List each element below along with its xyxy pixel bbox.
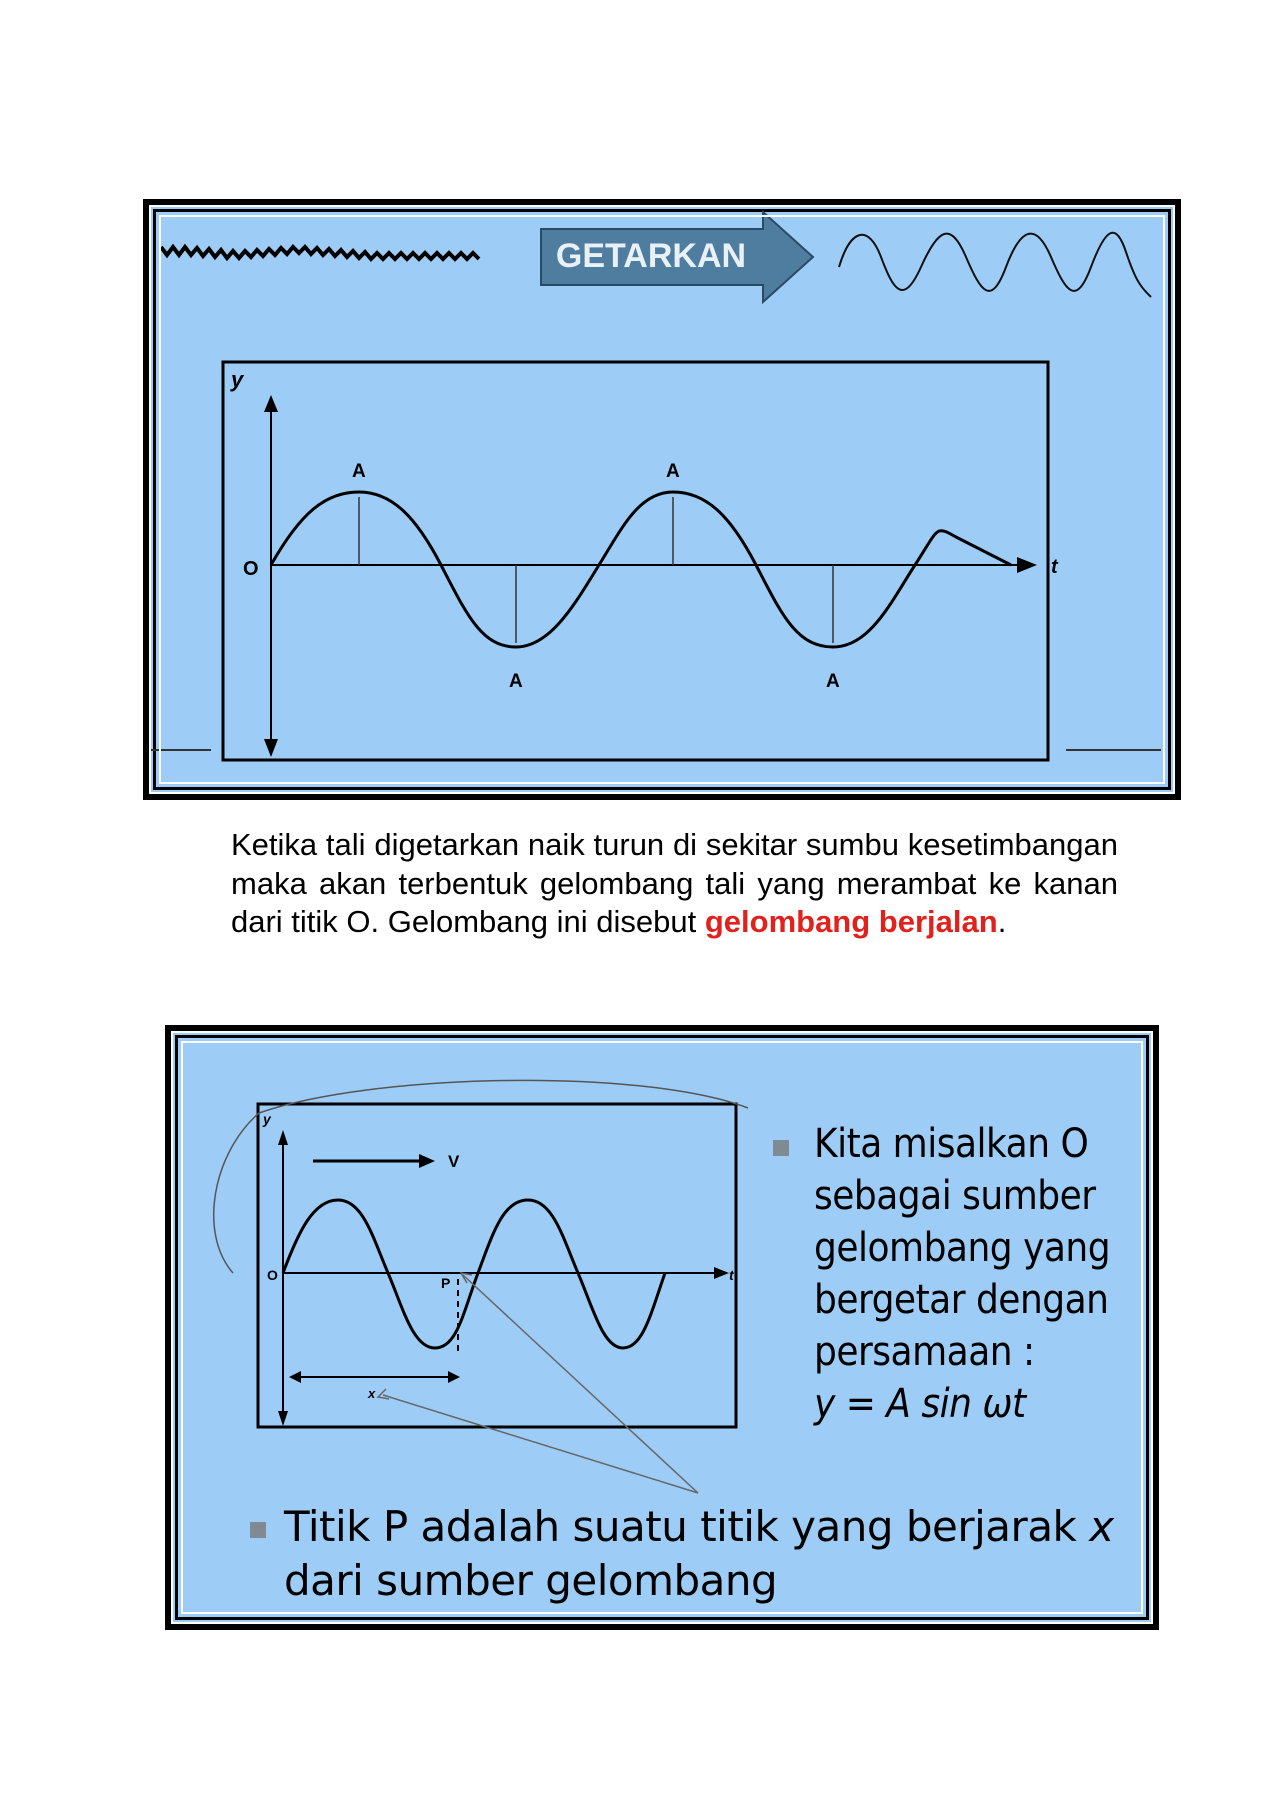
bullet2-text-after: dari sumber gelombang bbox=[284, 1556, 778, 1605]
distance-label: x bbox=[368, 1386, 376, 1401]
distance-arrow bbox=[289, 1371, 460, 1383]
graph-box bbox=[223, 362, 1048, 760]
bullet-line-5: persamaan : bbox=[814, 1329, 1035, 1375]
bullet-text-2 bbox=[284, 1500, 1144, 1608]
velocity-arrow bbox=[313, 1154, 435, 1168]
amplitude-label-3: A bbox=[509, 671, 523, 692]
bullet-square-icon-2 bbox=[250, 1522, 266, 1538]
bullet-line-2: sebagai sumber bbox=[814, 1173, 1096, 1219]
amplitude-label-4: A bbox=[826, 671, 840, 692]
y-axis-label-2: y bbox=[263, 1111, 271, 1127]
amplitude-label-2: A bbox=[666, 461, 680, 482]
paragraph-text: Ketika tali digetarkan naik turun di sekitar sumbu kesetimbangan maka akan terbentuk gelombang tali yang merambat ke kanan dari titik O. Gelombang ini disebut bbox=[231, 827, 1118, 939]
getarkan-label: GETARKAN bbox=[555, 237, 747, 275]
traveling-wave-term: gelombang berjalan bbox=[704, 904, 998, 939]
getarkan-arrow-button bbox=[541, 212, 813, 302]
wave-figure-bottom bbox=[165, 1025, 1159, 1630]
rope-zigzag-icon bbox=[161, 247, 479, 259]
sine-wave bbox=[271, 492, 1011, 647]
bullet2-variable: x bbox=[1089, 1502, 1114, 1551]
amplitude-label-1: A bbox=[352, 461, 366, 482]
t-axis-label: t bbox=[1051, 556, 1058, 578]
bullet2-text-before: Titik P adalah suatu titik yang berjarak bbox=[284, 1502, 1090, 1551]
y-axis-2 bbox=[278, 1130, 288, 1426]
paragraph-tail: . bbox=[997, 904, 1007, 939]
point-p-label: P bbox=[441, 1275, 451, 1291]
t-axis bbox=[271, 557, 1037, 573]
graph-box-2 bbox=[258, 1104, 736, 1427]
velocity-label: V bbox=[448, 1152, 460, 1171]
y-axis bbox=[264, 395, 278, 757]
bullet-line-1: Kita misalkan O bbox=[814, 1121, 1089, 1167]
wave-figure-top bbox=[143, 199, 1181, 800]
bullet-line-4: bergetar dengan bbox=[814, 1277, 1109, 1323]
wave-equation: y = A sin ωt bbox=[814, 1381, 1026, 1427]
wave-diagram-top bbox=[151, 207, 1173, 792]
figure-panel bbox=[149, 205, 1175, 794]
bullet-text bbox=[814, 1118, 1153, 1430]
t-axis-label-2: t bbox=[729, 1267, 734, 1283]
origin-label-2: O bbox=[267, 1267, 278, 1283]
origin-label: O bbox=[243, 558, 259, 580]
bullet-line-3: gelombang yang bbox=[814, 1225, 1111, 1271]
explanation-paragraph bbox=[231, 826, 1118, 942]
figure-panel-2 bbox=[171, 1031, 1153, 1624]
y-axis-label: y bbox=[231, 367, 244, 392]
bullet-square-icon bbox=[773, 1140, 789, 1156]
vibrating-rope-wave bbox=[839, 233, 1151, 297]
